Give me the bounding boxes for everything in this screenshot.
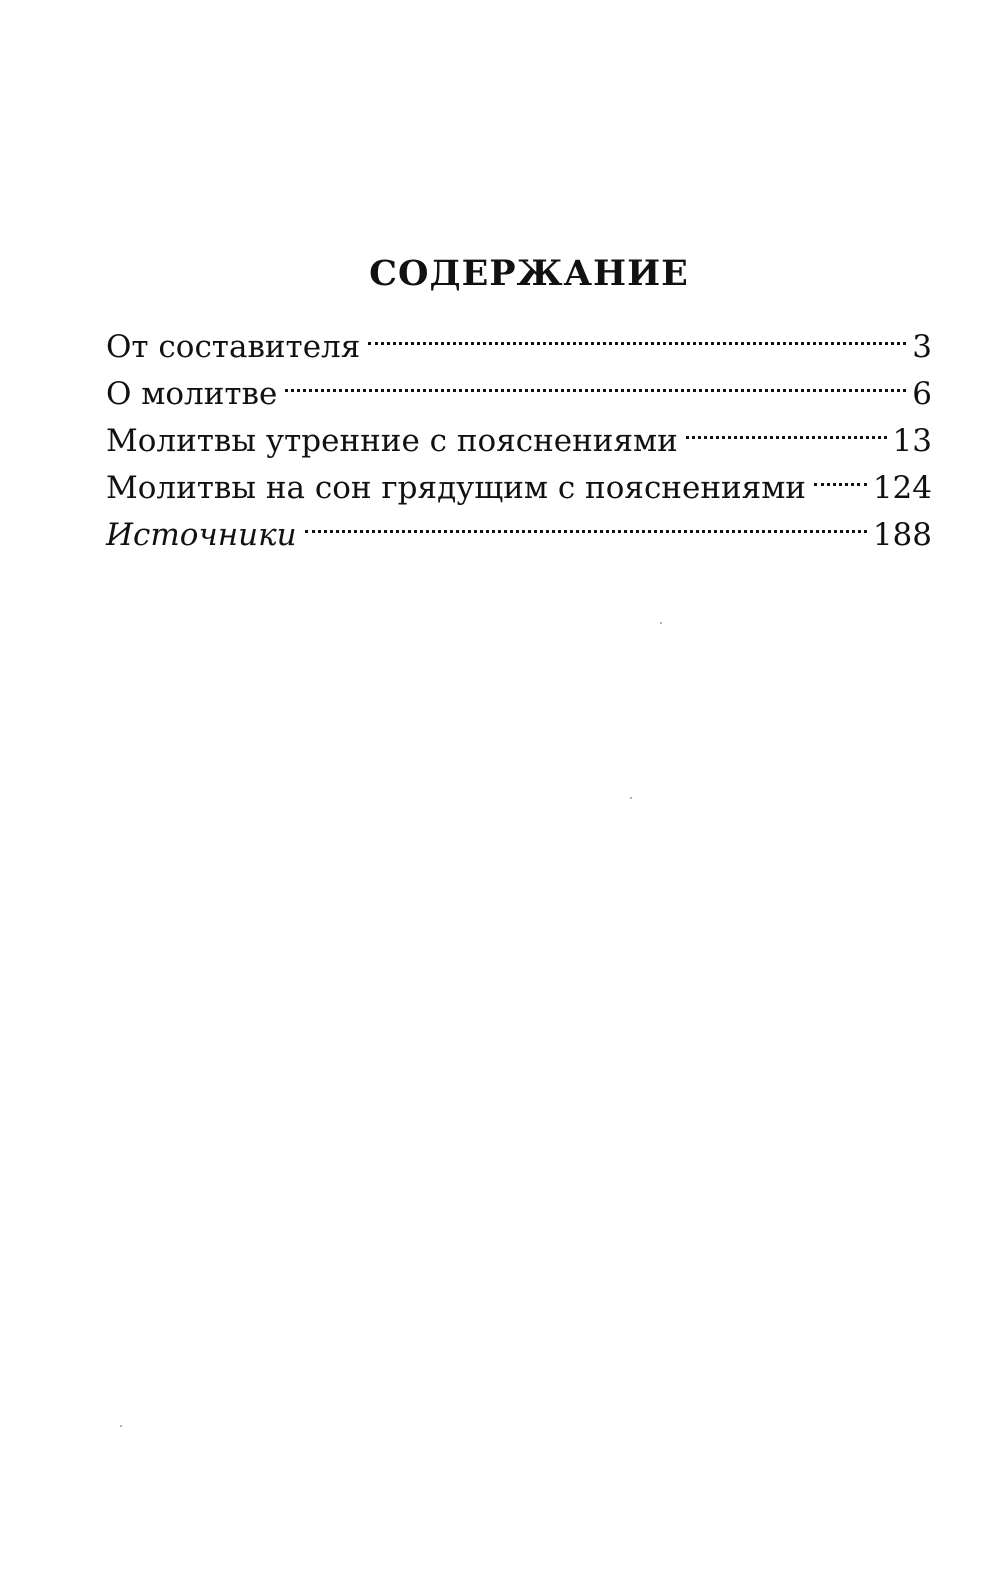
toc-entry-page-number: 6 — [912, 376, 932, 412]
toc-entry-title: Молитвы на сон грядущим с пояснениями — [106, 470, 806, 506]
scan-speck — [660, 622, 662, 624]
dot-leader — [814, 451, 867, 498]
scan-speck — [630, 797, 632, 799]
scan-speck — [120, 1425, 122, 1427]
dot-leader — [368, 310, 906, 357]
toc-entry-title: О молитве — [106, 376, 278, 412]
toc-entry-title: Молитвы утренние с пояснениями — [106, 423, 678, 459]
dot-leader — [285, 357, 906, 404]
toc-entry-page-number: 3 — [912, 329, 932, 365]
toc-entry-page-number: 13 — [892, 423, 932, 459]
toc-entry-page-number: 188 — [872, 517, 932, 553]
toc-entry-title: От составителя — [106, 329, 361, 365]
table-of-contents — [106, 248, 932, 553]
toc-entry — [106, 310, 932, 365]
toc-entry-page-number: 124 — [872, 470, 932, 506]
toc-entry-title: Источники — [106, 517, 297, 553]
toc-heading: СОДЕРЖАНИЕ — [369, 253, 689, 294]
toc-list — [106, 310, 932, 553]
dot-leader — [305, 498, 867, 545]
dot-leader — [686, 404, 887, 451]
